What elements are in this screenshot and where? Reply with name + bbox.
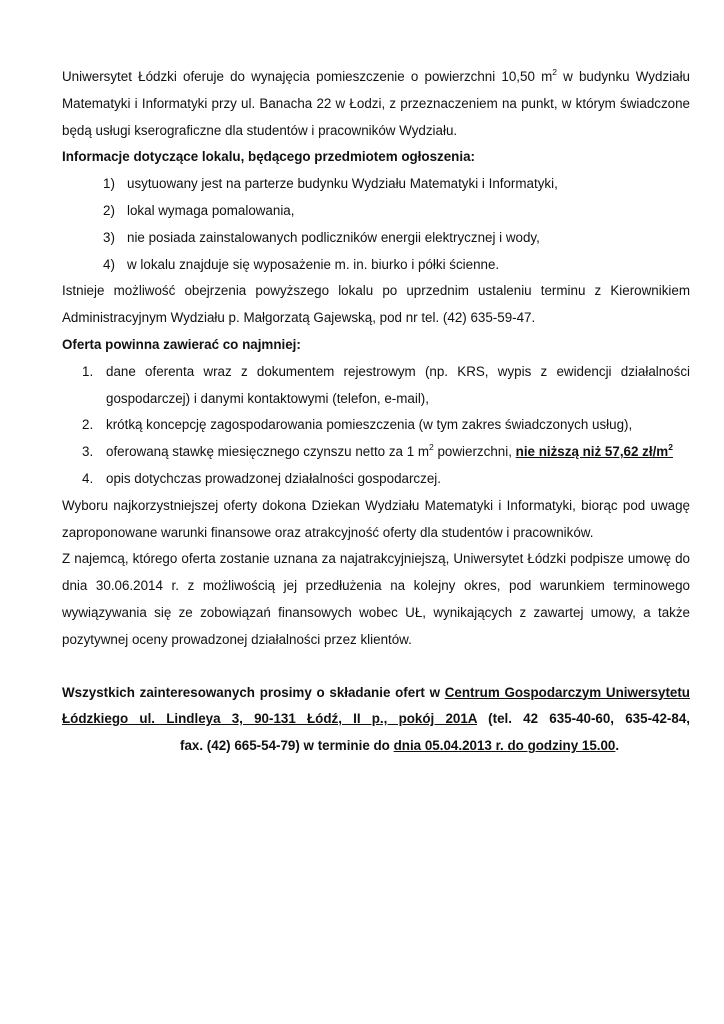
- minimum-rate-superscript: 2: [668, 442, 673, 453]
- submission-address: Centrum Gospodarczym Uniwersytetu Łódzkiego ul. Lindleya 3, 90-131 Łódź, II p., pokój 201A: [62, 684, 690, 727]
- list-number: 4): [103, 256, 115, 272]
- intro-text-start: Uniwersytet Łódzki oferuje do wynajęcia pomieszczenie o powierzchni 10,50 m: [62, 69, 553, 84]
- list-text: krótką koncepcję zagospodarowania pomieszczenia (w tym zakres świadczonych usług),: [106, 417, 633, 433]
- superscript: 2: [429, 442, 434, 453]
- intro-paragraph: [62, 64, 690, 144]
- minimum-rate-text: nie niższą niż 57,62 zł/m: [515, 444, 669, 460]
- minimum-rate: [516, 444, 673, 459]
- list-item: [62, 171, 690, 198]
- list-text-continued: powierzchni,: [433, 444, 516, 460]
- list-item: [62, 466, 690, 493]
- list-text: nie posiada zainstalowanych podliczników energii elektrycznej i wody,: [127, 229, 540, 245]
- list-text: usytuowany jest na parterze budynku Wydziału Matematyki i Informatyki,: [127, 176, 558, 192]
- submission-deadline: dnia 05.04.2013 r. do godziny 15.00: [393, 738, 616, 754]
- viewing-paragraph: Istnieje możliwość obejrzenia powyższego lokalu po uprzednim ustaleniu terminu z Kierownikiem Administracyjnym Wydziału p. Małgorzatą Gajewską, pod nr tel. (42) 635-59-47.: [62, 283, 690, 326]
- list-number: 3): [103, 229, 115, 245]
- closing-phone: (tel. 42 635-40-60, 635-42-84,: [476, 711, 690, 727]
- closing-fax: fax. (42) 665-54-79) w terminie do: [180, 738, 394, 754]
- info-heading: Informacje dotyczące lokalu, będącego przedmiotem ogłoszenia:: [62, 149, 475, 165]
- list-text: oferowaną stawkę miesięcznego czynszu netto za 1 m: [106, 444, 430, 460]
- closing-period: .: [615, 738, 620, 754]
- list-number: 3.: [82, 444, 94, 460]
- closing-paragraph: [62, 680, 690, 760]
- list-item: [62, 412, 690, 439]
- offer-heading: Oferta powinna zawierać co najmniej:: [62, 336, 301, 352]
- intro-superscript: 2: [552, 67, 557, 77]
- list-item: [62, 439, 690, 466]
- list-number: 1): [103, 176, 115, 192]
- list-text: dane oferenta wraz z dokumentem rejestrowym (np. KRS, wypis z ewidencji działalności gospodarczej) i danymi kontaktowymi (telefon, e-mail),: [106, 363, 690, 406]
- list-number: 4.: [82, 470, 94, 486]
- list-item: [62, 359, 690, 413]
- info-list: [62, 171, 690, 278]
- list-text: w lokalu znajduje się wyposażenie m. in. biurko i półki ścienne.: [127, 256, 500, 272]
- list-text: opis dotychczas prowadzonej działalności gospodarczej.: [106, 470, 441, 486]
- intro-text-end: w budynku Wydziału Matematyki i Informatyki przy ul. Banacha 22 w Łodzi, z przeznaczeniem na punkt, w którym świadczone będą usługi kserograficzne dla studentów i pracowników Wydziału.: [62, 69, 690, 138]
- contract-paragraph: Z najemcą, którego oferta zostanie uznana za najatrakcyjniejszą, Uniwersytet Łódzki podpisze umowę do dnia 30.06.2014 r. z możliwością jej przedłużenia na kolejny okres, pod warunkiem terminowego wywiązywania się ze zobowiązań finansowych wobec UŁ, wynikających z zawartej umowy, a także pozytywnej oceny prowadzonej działalności przez klientów.: [62, 551, 690, 647]
- list-text: lokal wymaga pomalowania,: [127, 202, 295, 218]
- offer-list: [62, 359, 690, 493]
- list-item: [62, 198, 690, 225]
- document-page: [62, 64, 690, 760]
- list-item: [62, 252, 690, 279]
- list-item: [62, 225, 690, 252]
- selection-paragraph: Wyboru najkorzystniejszej oferty dokona Dziekan Wydziału Matematyki i Informatyki, biorąc pod uwagę zaproponowane warunki finansowe oraz atrakcyjność oferty dla studentów i pracowników.: [62, 497, 690, 540]
- list-number: 2.: [82, 417, 94, 433]
- paragraph-spacer: [62, 654, 690, 680]
- closing-text-start: Wszystkich zainteresowanych prosimy o składanie ofert w: [62, 684, 445, 700]
- list-number: 2): [103, 202, 115, 218]
- list-number: 1.: [82, 363, 94, 379]
